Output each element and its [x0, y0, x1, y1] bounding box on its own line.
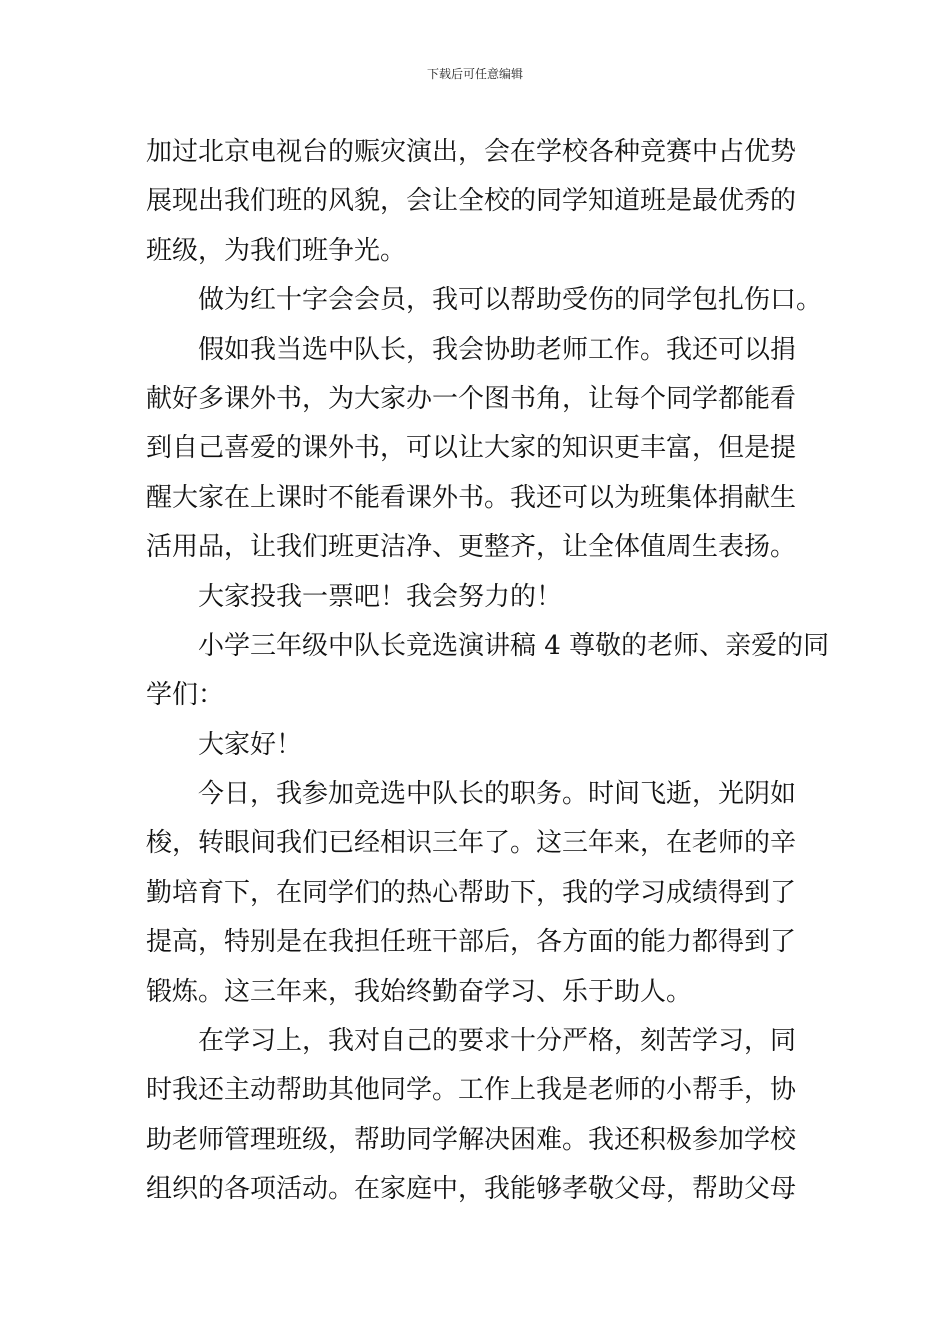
text-line: 时我还主动帮助其他同学。工作上我是老师的小帮手，协 — [146, 1075, 797, 1106]
text-line: 做为红十字会会员，我可以帮助受伤的同学包扎伤口。 — [198, 285, 823, 316]
text-line: 献好多课外书，为大家办一个图书角，让每个同学都能看 — [146, 383, 797, 414]
text-line: 假如我当选中队长，我会协助老师工作。我还可以捐 — [198, 334, 797, 365]
text-line: 加过北京电视台的赈灾演出，会在学校各种竞赛中占优势 — [146, 137, 797, 167]
text-line: 提高，特别是在我担任班干部后，各方面的能力都得到了 — [146, 927, 797, 958]
text-line: 大家好！ — [198, 729, 303, 760]
page-header: 下载后可任意编辑 — [426, 67, 523, 81]
text-line: 锻炼。这三年来，我始终勤奋学习、乐于助人。 — [146, 976, 693, 1007]
text-line: 在学习上，我对自己的要求十分严格，刻苦学习，同 — [198, 1026, 797, 1057]
text-line: 学们： — [146, 680, 225, 711]
text-line: 大家投我一票吧！我会努力的！ — [198, 581, 563, 612]
text-line: 小学三年级中队长竞选演讲稿 4 尊敬的老师、亲爱的同 — [198, 630, 830, 661]
text-line: 到自己喜爱的课外书，可以让大家的知识更丰富，但是提 — [146, 433, 797, 464]
text-line: 今日，我参加竞选中队长的职务。时间飞逝，光阴如 — [198, 779, 797, 810]
text-line: 展现出我们班的风貌，会让全校的同学知道班是最优秀的 — [146, 186, 797, 217]
text-line: 组织的各项活动。在家庭中，我能够孝敬父母，帮助父母 — [146, 1174, 797, 1205]
text-line: 勤培育下，在同学们的热心帮助下，我的学习成绩得到了 — [146, 877, 797, 908]
text-line: 班级，为我们班争光。 — [146, 235, 407, 266]
text-line: 活用品，让我们班更洁净、更整齐，让全体值周生表扬。 — [146, 532, 797, 563]
document-body — [146, 128, 830, 1215]
text-line: 梭，转眼间我们已经相识三年了。这三年来，在老师的辛 — [146, 828, 797, 859]
text-line: 助老师管理班级，帮助同学解决困难。我还积极参加学校 — [146, 1124, 797, 1155]
text-line: 醒大家在上课时不能看课外书。我还可以为班集体捐献生 — [146, 482, 797, 513]
